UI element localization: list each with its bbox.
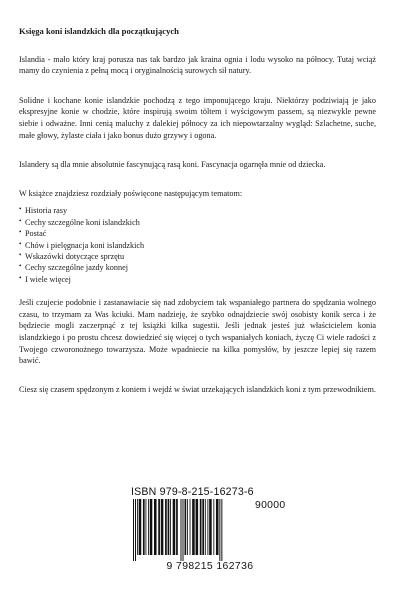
barcode-bar (219, 499, 220, 561)
paragraph-chapters-intro: W książce znajdziesz rozdziały poświęcone następującym tematom: (19, 188, 243, 198)
barcode-bar (202, 499, 204, 555)
topics-list (19, 205, 376, 285)
barcode-bar (139, 499, 142, 555)
barcode-bar (196, 499, 199, 555)
barcode-bar (221, 499, 222, 561)
barcode-bar (154, 499, 157, 555)
barcode-bar (213, 499, 214, 555)
list-item: • Chów i pielęgnacja koni islandzkich (19, 240, 376, 251)
barcode-bar (168, 499, 170, 555)
list-item: • Cechy szczególne jazdy konnej (19, 262, 376, 273)
barcode-bar (192, 499, 195, 555)
barcode-bar (185, 499, 187, 555)
paragraph-iceland: Islandia - mało który kraj porusza nas tak bardzo jak kraina ognia i lodu wysoko na północy. Tutaj wciąż mamy do czynienia z pełną mocą i oryginalnością surowych sił natury. (19, 54, 376, 76)
barcode-bar (150, 499, 153, 555)
barcode-bar (183, 499, 184, 561)
paragraph-enjoy: Ciesz się czasem spędzonym z koniem i wejdź w świat urzekających islandzkich koni z tym przewodnikiem. (19, 384, 376, 394)
barcode-bar (187, 499, 188, 555)
barcode-bar (216, 499, 219, 555)
list-item: • I wiele więcej (19, 274, 376, 285)
barcode-bar (181, 499, 182, 561)
paragraph-closing: Jeśli czujecie podobnie i zastanawiacie się nad zdobyciem tak wspaniałego partnera do spędzania wolnego czasu, to trzymam za Was kciuki. Mam nadzieję, że szybko odnajdziecie swój osobisty konik serca i że będziecie mogli zaczerpnąć z tej książki kilka sugestii. Jeśli jednak jesteś już właścicielem konia islandzkiego i po prostu chcesz dowiedzieć się więcej o tych wspaniałych koniach, życzę Ci wiele radości z Twojego czworonożnego towarzysza. Może wpadniecie na kilka pomysłów, by jeszcze lepiej się razem bawić. (19, 298, 376, 366)
isbn-label: ISBN 979-8-215-16273-6 (131, 486, 254, 498)
barcode-bar (161, 499, 164, 555)
barcode-bar (135, 499, 136, 561)
barcode-bar (176, 499, 178, 555)
barcode-bar (209, 499, 212, 555)
barcode-bar (173, 499, 176, 555)
barcode-bar (200, 499, 202, 555)
barcode-bar (207, 499, 208, 555)
list-item: • Cechy szczególne koni islandzkich (19, 217, 376, 228)
barcode-bar (158, 499, 160, 555)
barcode-bar (146, 499, 147, 555)
barcode-bar (165, 499, 167, 555)
barcode-bar (170, 499, 171, 555)
book-title: Księga koni islandzkich dla początkujących (19, 26, 179, 36)
barcode-bar (143, 499, 145, 555)
barcode-bar (190, 499, 191, 555)
paragraph-horses: Solidne i kochane konie islandzkie pochodzą z tego imponującego kraju. Niektórzy podziwiają je jako ekspresyjne konie w chodzie, które inspirują swoim töltem i wyścigowym passem, są niezwykle pewne siebie i odważne. Inni cenią maluchy z dalekiej północy za ich niepowtarzalny wygląd: Szlachetne, suche, małe głowy, żylaste ciała i jako bonus dużo grzywy i ogona. (19, 95, 376, 140)
barcode-bar (137, 499, 138, 555)
barcode-bars (131, 499, 249, 561)
barcode-bar (133, 499, 134, 561)
price-code: 90000 (255, 500, 286, 511)
list-item: • Wskazówki dotyczące sprzętu (19, 251, 376, 262)
paragraph-fascination: Islandery są dla mnie absolutnie fascynującą rasą koni. Fascynacja ogarnęła mnie od dziecka. (19, 160, 326, 170)
list-item: • Postać (19, 228, 376, 239)
barcode-bar (205, 499, 206, 555)
list-item: • Historia rasy (19, 205, 376, 216)
barcode-digits: 9 798215 162736 (131, 561, 289, 572)
blurb (19, 26, 376, 395)
barcode-bar (148, 499, 149, 555)
